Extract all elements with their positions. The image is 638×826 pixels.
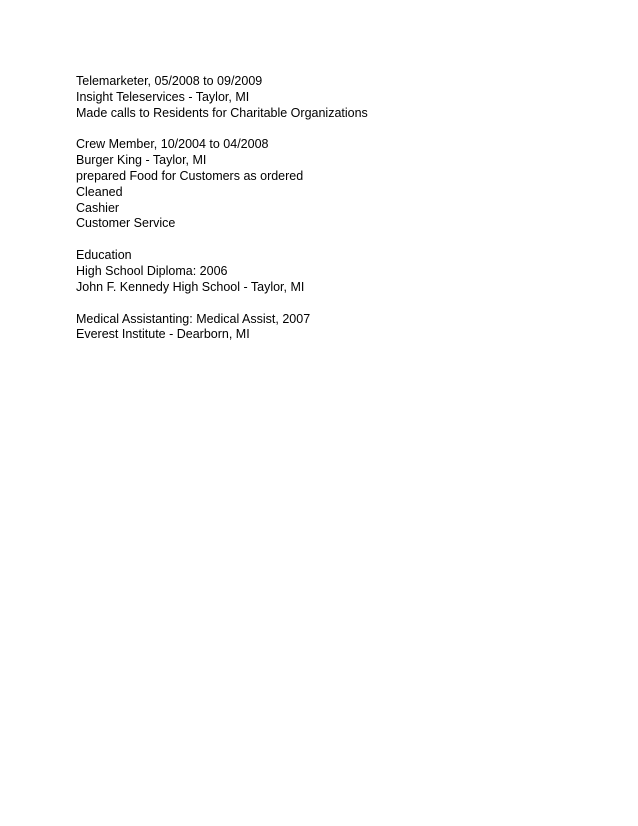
resume-page	[76, 74, 596, 359]
job-duty: Cashier	[76, 200, 120, 215]
job-duty: Made calls to Residents for Charitable Organizations	[76, 105, 368, 120]
degree: High School Diploma: 2006	[76, 263, 228, 278]
degree: Medical Assistanting: Medical Assist, 2007	[76, 311, 311, 326]
school-location: John F. Kennedy High School - Taylor, MI	[76, 279, 305, 294]
employer-location: Insight Teleservices - Taylor, MI	[76, 89, 250, 104]
job-duty: Customer Service	[76, 216, 176, 231]
job-title-dates: Telemarketer, 05/2008 to 09/2009	[76, 74, 263, 88]
school-location: Everest Institute - Dearborn, MI	[76, 327, 250, 342]
job-duty: prepared Food for Customers as ordered	[76, 168, 304, 183]
job-crew-member	[76, 137, 596, 232]
job-duty: Cleaned	[76, 184, 123, 199]
employer-location: Burger King - Taylor, MI	[76, 153, 207, 168]
job-title-dates: Crew Member, 10/2004 to 04/2008	[76, 137, 269, 152]
section-heading: Education	[76, 248, 132, 263]
education-medical	[76, 312, 596, 344]
education-high-school	[76, 248, 596, 295]
job-telemarketer	[76, 74, 596, 121]
